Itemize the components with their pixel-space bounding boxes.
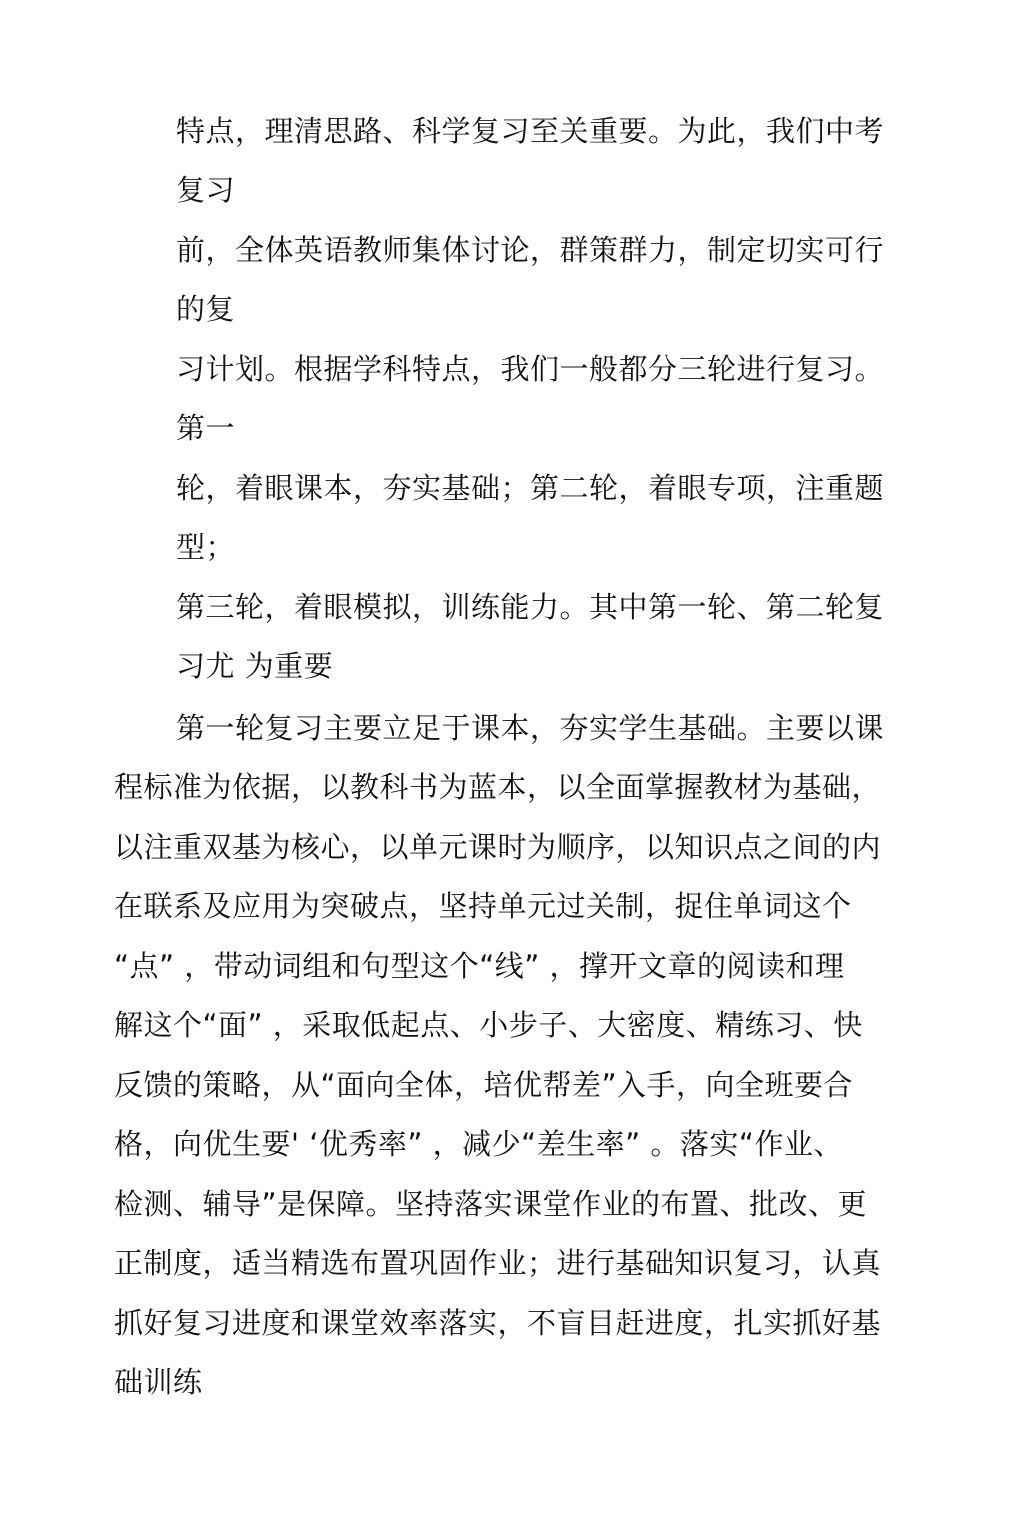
text-line: 正制度，适当精选布置巩固作业；进行基础知识复习，认真	[114, 1246, 882, 1280]
text-line: 习计划。根据学科特点，我们一般都分三轮进行复习。	[176, 352, 885, 386]
text-line: 反馈的策略，从“面向全体，培优帮差”入手，向全班要合	[114, 1068, 854, 1102]
text-line: 复习	[176, 173, 236, 207]
text-line: 前，全体英语教师集体讨论，群策群力，制定切实可行	[176, 233, 885, 267]
text-line: 础训练	[114, 1365, 203, 1399]
text-line: 第一	[176, 411, 236, 445]
text-line: 第三轮，着眼模拟，训练能力。其中第一轮、第二轮复	[176, 590, 885, 624]
text-line: 检测、辅导”是保障。坚持落实课堂作业的布置、批改、更	[114, 1187, 868, 1221]
text-line: 轮，着眼课本，夯实基础；第二轮，着眼专项，注重题	[176, 471, 885, 505]
text-line: “点” ，带动词组和句型这个“线” ，撑开文章的阅读和理	[114, 949, 845, 983]
text-line: 以注重双基为核心，以单元课时为顺序，以知识点之间的内	[114, 830, 882, 864]
text-line: 型；	[176, 530, 236, 564]
text-line: 在联系及应用为突破点，坚持单元过关制，捉住单词这个	[114, 889, 852, 923]
text-line: 程标准为依据，以教科书为蓝本，以全面掌握教材为基础，	[114, 770, 882, 804]
text-line: 习尤 为重要	[176, 649, 334, 683]
text-line: 第一轮复习主要立足于课本，夯实学生基础。主要以课	[176, 711, 885, 745]
text-line: 格，向优生要' ‘优秀率” ，减少“差生率” 。落实“作业、	[114, 1127, 843, 1161]
text-line: 的复	[176, 292, 236, 326]
text-line: 解这个“面” ，采取低起点、小步子、大密度、精练习、快	[114, 1008, 863, 1042]
text-line: 特点，理清思路、科学复习至关重要。为此，我们中考	[176, 114, 885, 148]
text-line: 抓好复习进度和课堂效率落实，不盲目赶进度，扎实抓好基	[114, 1306, 882, 1340]
